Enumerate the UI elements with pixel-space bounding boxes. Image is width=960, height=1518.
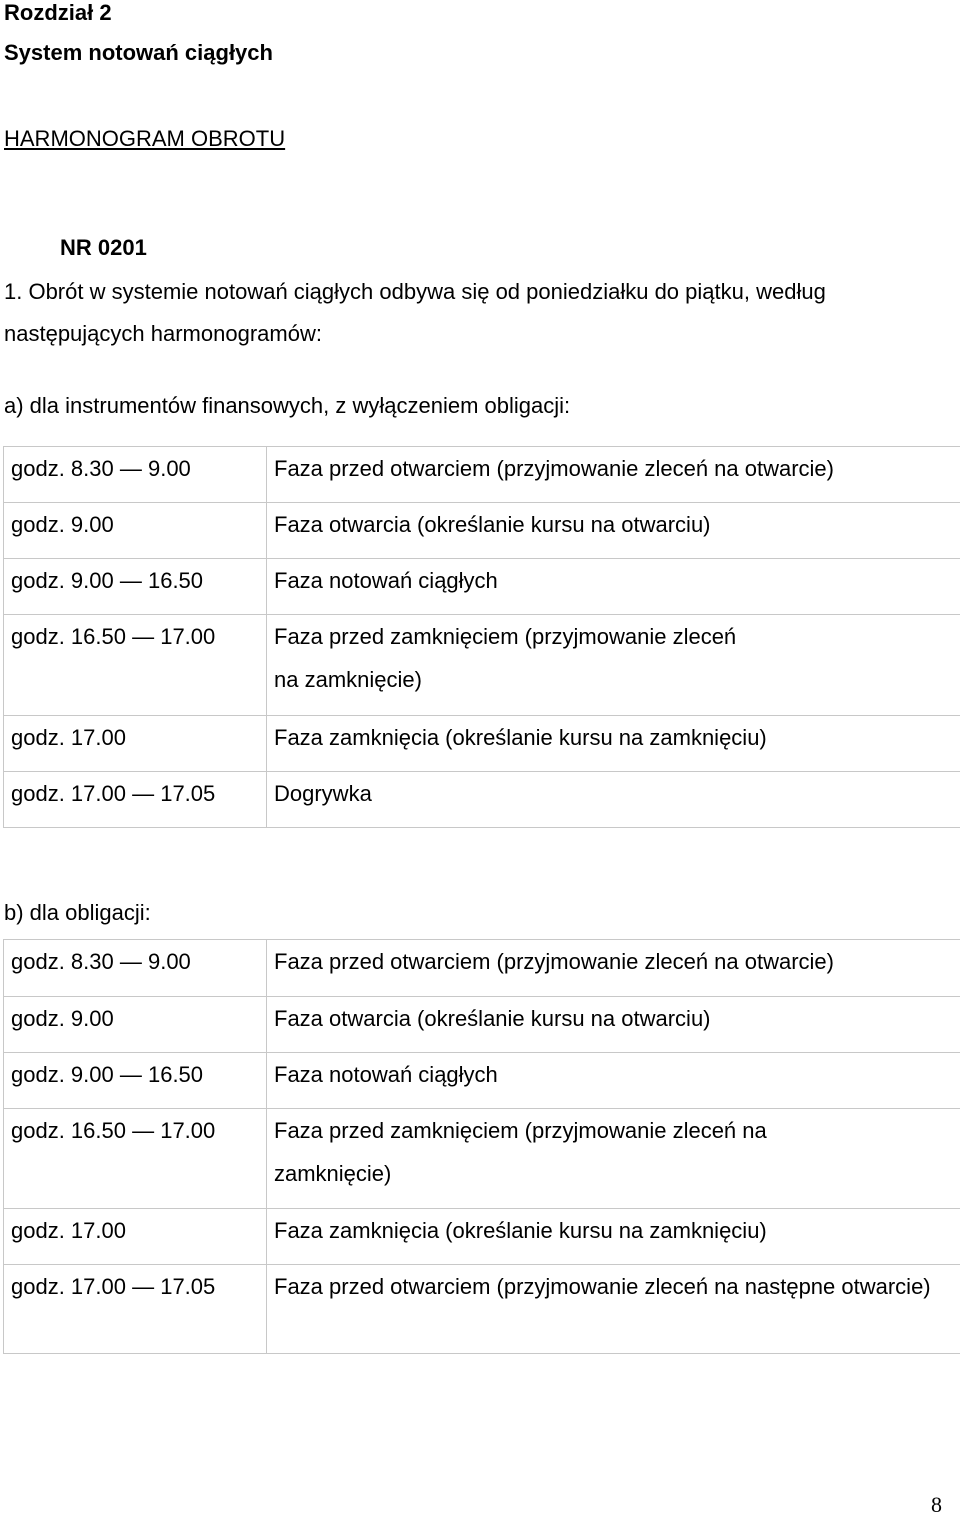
section-b-label: b) dla obligacji:	[4, 900, 151, 925]
time-cell: godz. 8.30 — 9.00	[4, 447, 267, 503]
chapter-title: System notowań ciągłych	[4, 40, 273, 65]
phase-cell: Faza notowań ciągłych	[267, 1053, 960, 1109]
phase-cell: Faza przed otwarciem (przyjmowanie zleceń na otwarcie)	[267, 447, 960, 503]
phase-line-2: na zamknięcie)	[274, 667, 422, 692]
time-cell: godz. 17.00	[4, 716, 267, 772]
time-cell: godz. 16.50 — 17.00	[4, 1109, 267, 1209]
time-cell: godz. 9.00	[4, 503, 267, 559]
table-row	[4, 772, 960, 828]
schedule-table-a	[3, 446, 960, 828]
chapter-label: Rozdział 2	[4, 0, 112, 25]
table-row	[4, 615, 960, 716]
page-number: 8	[931, 1492, 942, 1517]
phase-cell: Faza zamknięcia (określanie kursu na zamknięciu)	[267, 716, 960, 772]
time-cell: godz. 17.00 — 17.05	[4, 772, 267, 828]
schedule-heading: HARMONOGRAM OBROTU	[4, 126, 286, 151]
table-row	[4, 559, 960, 615]
table-row	[4, 940, 960, 997]
table-row	[4, 503, 960, 559]
phase-cell: Faza otwarcia (określanie kursu na otwarciu)	[267, 503, 960, 559]
table-row	[4, 997, 960, 1053]
schedule-table-b	[3, 939, 960, 1354]
table-row	[4, 1265, 960, 1354]
phase-line-1: Faza przed zamknięciem (przyjmowanie zleceń	[274, 624, 737, 649]
time-cell: godz. 17.00	[4, 1209, 267, 1265]
time-cell: godz. 17.00 — 17.05	[4, 1265, 267, 1354]
section-a-label: a) dla instrumentów finansowych, z wyłączeniem obligacji:	[4, 393, 571, 418]
phase-cell: Faza przed otwarciem (przyjmowanie zleceń na otwarcie)	[267, 940, 960, 997]
phase-cell	[267, 1109, 960, 1209]
table-row	[4, 447, 960, 503]
time-cell: godz. 9.00 — 16.50	[4, 1053, 267, 1109]
phase-cell	[267, 615, 960, 716]
phase-cell: Faza notowań ciągłych	[267, 559, 960, 615]
phase-line-2: zamknięcie)	[274, 1161, 392, 1186]
table-row	[4, 716, 960, 772]
time-cell: godz. 16.50 — 17.00	[4, 615, 267, 716]
intro-line-2: następujących harmonogramów:	[4, 321, 322, 346]
time-cell: godz. 9.00	[4, 997, 267, 1053]
section-number: NR 0201	[60, 235, 147, 260]
phase-cell: Faza zamknięcia (określanie kursu na zamknięciu)	[267, 1209, 960, 1265]
time-cell: godz. 9.00 — 16.50	[4, 559, 267, 615]
phase-cell: Faza otwarcia (określanie kursu na otwarciu)	[267, 997, 960, 1053]
phase-cell: Dogrywka	[267, 772, 960, 828]
phase-line-1: Faza przed zamknięciem (przyjmowanie zleceń na	[274, 1118, 767, 1143]
time-cell: godz. 8.30 — 9.00	[4, 940, 267, 997]
intro-line-1: 1. Obrót w systemie notowań ciągłych odbywa się od poniedziałku do piątku, według	[4, 279, 826, 304]
phase-cell	[267, 1265, 960, 1354]
table-row	[4, 1209, 960, 1265]
phase-text: Faza przed otwarciem (przyjmowanie zleceń na następne otwarcie)	[274, 1274, 931, 1299]
table-row	[4, 1053, 960, 1109]
table-row	[4, 1109, 960, 1209]
